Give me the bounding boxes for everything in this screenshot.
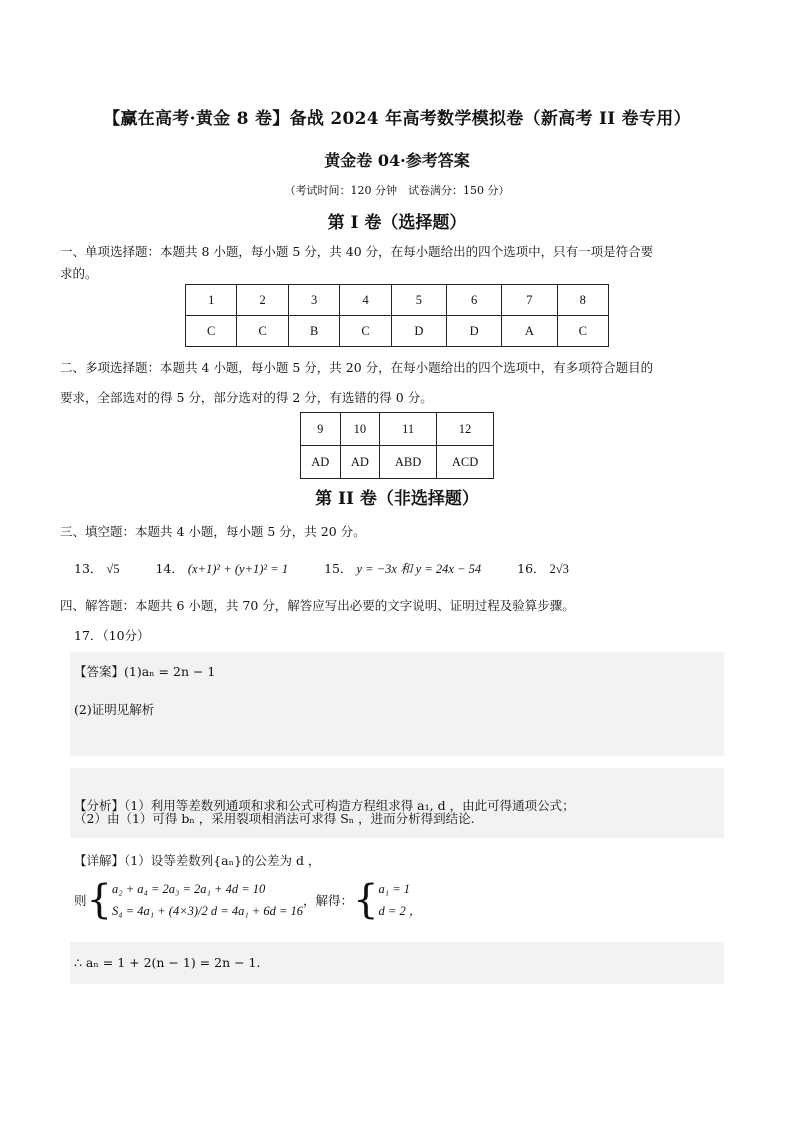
volume-2-title: 第 II 卷（非选择题）: [315, 489, 479, 509]
answer-cell: C: [237, 316, 288, 347]
q15-label: 15．: [324, 561, 353, 576]
q17-analysis-line-2: （2）由（1）可得 bₙ ，采用裂项相消法可求得 Sₙ ，进而分析得到结论.: [74, 811, 475, 826]
q14-label: 14．: [155, 561, 184, 576]
q17-label: 17．（10分）: [74, 628, 150, 643]
q17-conclusion: ∴ aₙ = 1 + 2(n − 1) = 2n − 1.: [74, 955, 261, 970]
q14-answer: (x+1)² + (y+1)² = 1: [187, 562, 289, 576]
q17-system-right: [379, 878, 422, 922]
answer-cell: ACD: [437, 446, 494, 479]
q17-solution-1: a₁ = 1: [378, 882, 411, 896]
multi-choice-desc-line-1: 二、多项选择题：本题共 4 小题，每小题 5 分，共 20 分，在每小题给出的四个选项中，有多项符合题目的: [60, 360, 654, 375]
exam-time-note: （考试时间：120 分钟 试卷满分：150 分）: [284, 184, 510, 197]
answer-cell: AD: [340, 446, 380, 479]
question-number: 12: [437, 413, 494, 446]
q17-answer-line-1: 【答案】(1)aₙ = 2n − 1: [74, 664, 216, 679]
question-number: 2: [237, 285, 288, 316]
table-row: [301, 446, 494, 479]
q17-equation-2: S₄ = 4a₁ + (4×3)/2 d = 4a₁ + 6d = 16: [111, 904, 304, 918]
question-number: 7: [502, 285, 557, 316]
q17-analysis-line-1: 【分析】（1）利用等差数列通项和求和公式可构造方程组求得 a₁, d ，由此可得通项公式；: [74, 798, 575, 813]
question-number: 5: [391, 285, 446, 316]
q17-solve-word: ，解得：: [303, 893, 354, 908]
solution-description: 四、解答题：本题共 6 小题，共 70 分，解答应写出必要的文字说明、证明过程及验算步骤。: [60, 598, 575, 613]
single-choice-answer-table: [185, 284, 609, 347]
table-row: [186, 285, 609, 316]
left-brace-icon: {: [353, 877, 379, 923]
fill-blank-description: 三、填空题：本题共 4 小题，每小题 5 分，共 20 分。: [60, 524, 366, 539]
q17-answer-line-2: (2)证明见解析: [74, 702, 155, 717]
fill-blank-answers: [74, 559, 569, 577]
q16-answer: 2√3: [549, 562, 569, 576]
answer-cell: C: [186, 316, 237, 347]
q13-label: 13．: [74, 561, 103, 576]
answer-cell: C: [340, 316, 391, 347]
single-choice-desc-line-2: 求的。: [60, 266, 98, 281]
answer-cell: ABD: [380, 446, 437, 479]
answer-cell: D: [391, 316, 446, 347]
single-choice-desc-line-1: 一、单项选择题：本题共 8 小题，每小题 5 分，共 40 分，在每小题给出的四个选项中，只有一项是符合要: [60, 244, 654, 259]
answer-cell: C: [557, 316, 608, 347]
question-number: 10: [340, 413, 380, 446]
answer-cell: AD: [301, 446, 341, 479]
answer-cell: B: [288, 316, 339, 347]
answer-cell: A: [502, 316, 557, 347]
q17-detail-line-1: 【详解】（1）设等差数列{aₙ}的公差为 d ，: [74, 853, 321, 868]
question-number: 3: [288, 285, 339, 316]
q17-system-left: [112, 878, 303, 922]
q17-detail-prefix: 则: [74, 893, 87, 908]
exam-title: 【赢在高考·黄金 8 卷】备战 2024 年高考数学模拟卷（新高考 II 卷专用）: [103, 109, 691, 129]
question-number: 8: [557, 285, 608, 316]
q17-solution-2: d = 2 ，: [378, 904, 422, 918]
question-number: 6: [447, 285, 502, 316]
question-number: 4: [340, 285, 391, 316]
answer-key-subtitle: 黄金卷 04·参考答案: [324, 151, 470, 170]
q16-label: 16．: [517, 561, 546, 576]
question-number: 1: [186, 285, 237, 316]
table-row: [186, 316, 609, 347]
single-choice-description: [60, 241, 736, 285]
q13-answer: √5: [106, 562, 120, 576]
left-brace-icon: {: [86, 877, 112, 923]
question-number: 9: [301, 413, 341, 446]
q17-equation-system: [74, 878, 421, 922]
multi-choice-desc-line-2: 要求，全部选对的得 5 分，部分选对的得 2 分，有选错的得 0 分。: [60, 390, 433, 405]
q15-answer: y = −3x 和 y = 24x − 54: [356, 562, 482, 576]
question-number: 11: [380, 413, 437, 446]
volume-1-title: 第 I 卷（选择题）: [327, 213, 467, 233]
multi-choice-answer-table: [300, 412, 494, 479]
answer-cell: D: [447, 316, 502, 347]
q17-equation-1: a₂ + a₄ = 2a₃ = 2a₁ + 4d = 10: [111, 882, 266, 896]
multi-choice-description: [60, 353, 736, 413]
table-row: [301, 413, 494, 446]
